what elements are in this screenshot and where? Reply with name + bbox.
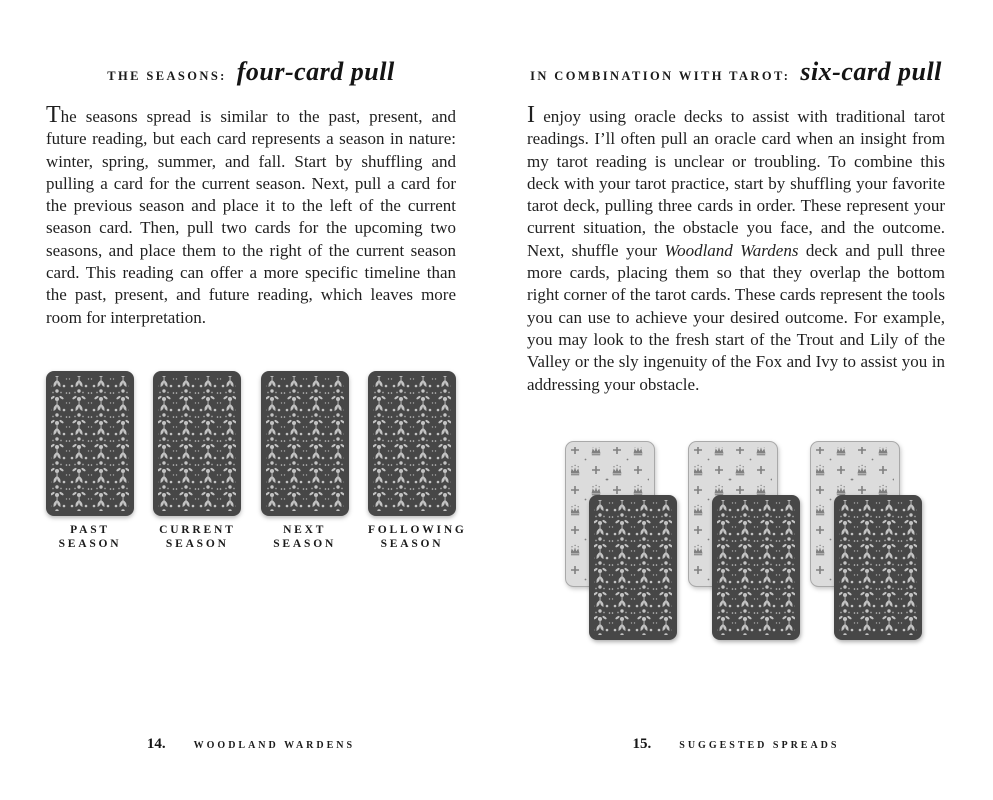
card-slot-following-season — [367, 371, 467, 551]
oracle-card-back — [711, 495, 801, 640]
card-label-line: PAST — [70, 523, 110, 536]
right-body-paragraph — [527, 103, 945, 396]
left-section-kicker: THE SEASONS: — [107, 69, 227, 83]
card-slot-next-season — [261, 371, 349, 551]
card-label — [153, 523, 241, 551]
card-label-line: SEASON — [58, 537, 122, 550]
card-pair — [688, 438, 824, 643]
right-running-head: SUGGESTED SPREADS — [679, 740, 840, 751]
oracle-card-back — [46, 371, 134, 516]
card-label — [367, 523, 467, 551]
oracle-card-back — [588, 495, 678, 640]
card-slot-past-season — [46, 371, 134, 551]
right-section-kicker: IN COMBINATION WITH TAROT: — [530, 69, 791, 83]
left-page-footer — [46, 736, 456, 753]
right-initial-cap: I — [527, 102, 535, 128]
left-initial-cap: T — [46, 102, 61, 128]
card-label-line: FOLLOWING — [367, 523, 467, 536]
oracle-card-back — [153, 371, 241, 516]
right-body-text-1: enjoy using oracle decks to assist with traditional tarot readings. I’ll often pull an oracle card when an insight from my tarot reading is unclear or troubling. To combine this deck with your tarot practice, start by shuffling your favorite tarot deck, pulling three cards in order. These represent your current situation, the obstacle you face, and the outcome. Next, shuffle your — [527, 107, 945, 260]
six-card-spread-diagram — [527, 438, 945, 648]
left-page-header — [46, 57, 456, 87]
card-label-line: NEXT — [283, 523, 327, 536]
card-label-line: SEASON — [165, 537, 229, 550]
right-page-number: 15. — [632, 736, 652, 752]
card-label-line: SEASON — [273, 537, 337, 550]
page-left — [46, 0, 467, 800]
right-page-footer — [527, 736, 945, 753]
oracle-card-back — [261, 371, 349, 516]
left-running-head: WOODLAND WARDENS — [193, 740, 356, 751]
card-pair — [810, 438, 946, 643]
card-slot-current-season — [153, 371, 241, 551]
left-body-text: he seasons spread is similar to the past, present, and future reading, but each card represents a season in nature: winter, spring, summer, and fall. Start by shuffling and pulling a card for the current season. Next, pull a card for the previous season and place it to the left of the current season card. Then, pull two cards for the upcoming two seasons, and place them to the right of the current season card. This reading can offer a more specific timeline than the past, present, and future reading, which leaves more room for interpretation. — [46, 107, 456, 327]
left-spread-title: four-card pull — [236, 57, 395, 86]
page-right — [527, 0, 945, 800]
card-label — [46, 523, 134, 551]
oracle-card-back — [833, 495, 923, 640]
card-label-line: CURRENT — [159, 523, 236, 536]
card-label — [261, 523, 349, 551]
card-label-line: SEASON — [380, 537, 444, 550]
card-pair — [565, 438, 701, 643]
right-page-header — [527, 57, 945, 87]
left-page-number: 14. — [146, 736, 166, 752]
oracle-card-back — [368, 371, 456, 516]
four-card-spread-diagram — [46, 371, 467, 551]
right-body-text-2: deck and pull three more cards, placing them so that they overlap the bottom right corner of the tarot cards. These cards represent the tools you can use to achieve your desired outcome. For example, you may look to the fresh start of the Trout and Lily of the Valley or the sly ingenuity of the Fox and Ivy to assist you in addressing your obstacle. — [527, 240, 945, 394]
deck-name-italic: Woodland Wardens — [664, 240, 799, 260]
left-body-paragraph — [46, 103, 456, 329]
right-spread-title: six-card pull — [800, 57, 942, 86]
